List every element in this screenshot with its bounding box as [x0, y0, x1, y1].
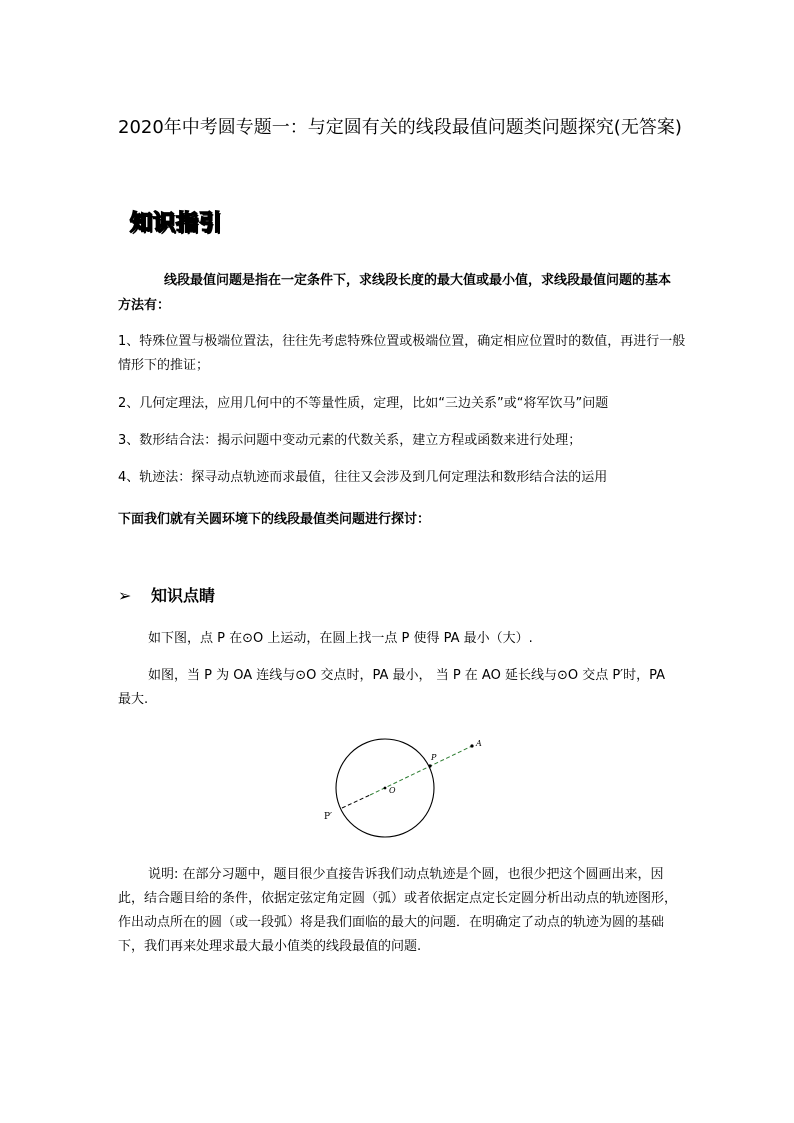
section-label-knowledge-guide: 知识指引: [130, 211, 223, 236]
document-title: 2020年中考圆专题一：与定圆有关的线段最值问题类问题探究(无答案): [118, 117, 682, 138]
knowledge-heading: [118, 583, 215, 606]
lead-in-text: 下面我们就有关圆环境下的线段最值类问题进行探讨：: [118, 512, 431, 527]
label-o: O: [389, 786, 396, 795]
circle-diagram: [318, 733, 488, 843]
paragraph-2: 如图，当 P 为 OA 连线与⊙O 交点时，PA 最小， 当 P 在 AO 延长线与⊙O 交点 P′时，PA 最大.: [118, 668, 666, 707]
paragraph-1: 如下图，点 P 在⊙O 上运动，在圆上找一点 P 使得 PA 最小（大）.: [148, 631, 533, 646]
dashed-line-op-prime: [342, 795, 370, 808]
note-paragraph: 说明: 在部分习题中，题目很少直接告诉我们动点轨迹是个圆，也很少把这个圆画出来，因此，结合题目给的条件，依据定弦定角定圆（弧）或者依据定点定长定圆分析出动点的轨迹图形，作出动点所在的圆（或一段弧）将是我们面临的最大的问题．在明确定了动点的轨迹为圆的基础下，我们再来处理求最大最小值类的线段最值的问题.: [118, 867, 678, 954]
label-p: P: [431, 753, 437, 762]
method-item-1: 1、特殊位置与极端位置法，往往先考虑特殊位置或极端位置，确定相应位置时的数值，再进行一般情形下的推证；: [118, 334, 686, 373]
knowledge-heading-label: 知识点睛: [150, 586, 215, 605]
arrow-bullet-icon: ➢: [118, 586, 132, 605]
label-a: A: [476, 739, 482, 748]
label-p-prime: P′: [324, 812, 333, 822]
point-a: [470, 744, 473, 747]
point-o: [384, 787, 387, 790]
intro-paragraph: 线段最值问题是指在一定条件下，求线段长度的最大值或最小值，求线段最值问题的基本方法有：: [118, 273, 672, 313]
point-p: [428, 764, 431, 767]
method-item-2: 2、几何定理法，应用几何中的不等量性质，定理，比如“三边关系”或“将军饮马”问题: [118, 396, 609, 411]
method-item-4: 4、轨迹法：探寻动点轨迹而求最值，往往又会涉及到几何定理法和数形结合法的运用: [118, 470, 608, 485]
method-item-3: 3、数形结合法：揭示问题中变动元素的代数关系，建立方程或函数来进行处理；: [118, 433, 582, 448]
